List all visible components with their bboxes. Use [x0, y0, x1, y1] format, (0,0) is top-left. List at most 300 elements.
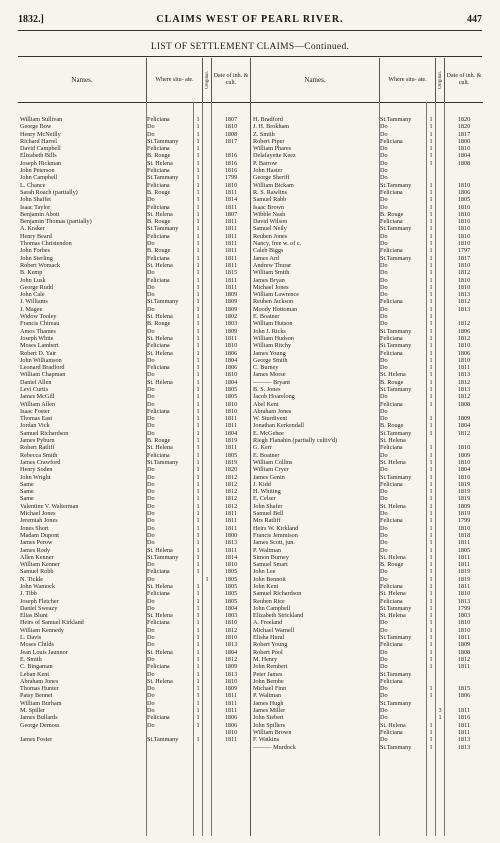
- date-cell: 1817: [457, 130, 471, 138]
- original-cell: 1: [196, 203, 200, 211]
- table-row: [18, 364, 250, 371]
- date-cell: 1811: [224, 261, 238, 269]
- date-cell: 1813: [457, 597, 471, 605]
- table-row: [251, 189, 483, 196]
- col-names: Names.: [304, 75, 326, 84]
- situation-cell: St.Tammany: [147, 298, 179, 306]
- right-rows: [251, 116, 483, 751]
- claimant-name: James Genin: [253, 473, 285, 481]
- situation-cell: Do: [147, 531, 155, 539]
- original-cell: 1: [196, 364, 200, 372]
- date-cell: 1804: [457, 466, 471, 474]
- date-cell: 1809: [457, 451, 471, 459]
- claimant-name: Riegh Flanahin (partially cultiv'd): [253, 437, 338, 445]
- date-cell: 1810: [224, 342, 238, 350]
- situation-cell: St.Tammany: [380, 604, 412, 612]
- claimant-name: John Spillers: [253, 721, 286, 729]
- date-cell: 1804: [224, 604, 238, 612]
- date-cell: 1811: [457, 539, 471, 547]
- original-cell: 1: [196, 313, 200, 321]
- original-cell: 1: [196, 626, 200, 634]
- original-cell: 1: [429, 378, 433, 386]
- situation-cell: St. Helena: [147, 349, 173, 357]
- table-row: [18, 218, 250, 225]
- situation-cell: St.Tammany: [147, 174, 179, 182]
- date-cell: 1815: [457, 685, 471, 693]
- original-cell: 1: [429, 159, 433, 167]
- date-cell: 1805: [224, 597, 238, 605]
- date-cell: 1813: [457, 743, 471, 751]
- date-cell: 1817: [457, 254, 471, 262]
- date-cell: 1811: [224, 699, 238, 707]
- table-row: [18, 196, 250, 203]
- table-row: [251, 328, 483, 335]
- claimant-name: David Campbell: [20, 145, 61, 153]
- claimant-name: Heirs of Samuel Kirkland: [20, 619, 84, 627]
- original-cell: 1: [429, 320, 433, 328]
- claimant-name: William Hutson: [253, 320, 293, 328]
- date-cell: 1800: [457, 137, 471, 145]
- original-cell: 1: [429, 203, 433, 211]
- situation-cell: B. Rouge: [380, 561, 404, 569]
- claimant-name: P. Waltman: [253, 692, 281, 700]
- table-row: [18, 422, 250, 429]
- claimant-name: Andrew Thurar: [253, 261, 292, 269]
- claimant-name: P. Waltman: [253, 546, 281, 554]
- table-row: [18, 145, 250, 152]
- claimant-name: James Crawford: [20, 458, 61, 466]
- situation-cell: Do: [147, 670, 155, 678]
- date-cell: 1811: [224, 254, 238, 262]
- original-cell: 1: [196, 655, 200, 663]
- claimant-name: Valentine V. Walterman: [20, 502, 79, 510]
- claimant-name: A. Freeland: [253, 619, 283, 627]
- situation-cell: Do: [147, 699, 155, 707]
- situation-cell: Do: [147, 502, 155, 510]
- date-cell: 1805: [224, 393, 238, 401]
- situation-cell: Do: [147, 604, 155, 612]
- claimant-name: J. H. Brokham: [253, 123, 290, 131]
- situation-cell: Feliciana: [380, 583, 403, 590]
- situation-cell: Do: [147, 655, 155, 663]
- table-row: [251, 430, 483, 437]
- situation-cell: Do: [380, 130, 388, 138]
- original-cell: 1: [429, 495, 433, 503]
- claimant-name: Nancy, free w. of c.: [253, 240, 302, 248]
- table-row: [251, 685, 483, 692]
- claimant-name: John Cale: [20, 291, 45, 299]
- situation-cell: St.Tammany: [147, 225, 179, 233]
- claimant-name: William Chapman: [20, 371, 66, 379]
- claimant-name: Benjamin Thomas (partially): [20, 218, 92, 226]
- claimant-name: Delafayette Keez: [253, 152, 296, 160]
- original-cell: 1: [196, 116, 200, 123]
- original-cell: 1: [429, 473, 433, 481]
- table-row: [251, 510, 483, 517]
- claimant-name: John Wamock: [20, 583, 55, 590]
- situation-cell: Do: [147, 123, 155, 131]
- claimant-name: M. Henry: [253, 655, 278, 663]
- claimant-name: Samuel Rabb: [253, 196, 287, 204]
- original-cell: 1: [196, 291, 200, 299]
- table-row: [18, 583, 250, 590]
- original-cell: 1: [196, 648, 200, 656]
- claimant-name: E. McGehee: [253, 429, 284, 437]
- claimant-name: William Brown: [253, 728, 292, 736]
- claimant-name: William Lawrence: [253, 291, 299, 299]
- original-cell: 1: [429, 393, 433, 401]
- situation-cell: Do: [147, 393, 155, 401]
- table-row: [18, 415, 250, 422]
- table-row: [18, 663, 250, 670]
- original-cell: 1: [196, 152, 200, 160]
- date-cell: 1811: [457, 707, 471, 715]
- date-cell: 1820: [457, 123, 471, 131]
- date-cell: 1810: [457, 283, 471, 291]
- date-cell: 1820: [457, 116, 471, 123]
- date-cell: 1819: [457, 575, 471, 583]
- original-cell: 1: [196, 240, 200, 248]
- situation-cell: Feliciana: [380, 677, 403, 685]
- original-cell: 1: [429, 218, 433, 226]
- claimant-name: Jeremiah Jones: [20, 517, 58, 525]
- original-cell: 1: [429, 334, 433, 342]
- claimant-name: ——— Bryant: [253, 378, 290, 386]
- original-cell: 1: [196, 196, 200, 204]
- situation-cell: Do: [147, 429, 155, 437]
- situation-cell: Do: [380, 692, 388, 700]
- situation-cell: Feliciana: [380, 298, 403, 306]
- claimant-name: James Bullards: [20, 714, 58, 722]
- date-cell: 1810: [224, 407, 238, 415]
- claimant-name: George Rudd: [20, 283, 54, 291]
- table-row: [18, 379, 250, 386]
- original-cell: 1: [196, 415, 200, 423]
- table-row: [18, 634, 250, 641]
- original-cell: 1: [196, 254, 200, 262]
- claimant-name: Isaac Taylor: [20, 203, 51, 211]
- original-cell: 1: [196, 612, 200, 620]
- date-cell: 1810: [457, 626, 471, 634]
- claimant-name: Daniel Sweazy: [20, 604, 58, 612]
- claimant-name: E. Boatner: [253, 451, 280, 459]
- claimant-name: Z. Smith: [253, 130, 275, 138]
- date-cell: 1813: [457, 371, 471, 379]
- situation-cell: St. Helena: [380, 590, 406, 598]
- table-row: [251, 700, 483, 707]
- table-row: [251, 619, 483, 626]
- claimant-name: John Bennoit: [253, 575, 286, 583]
- date-cell: 1819: [457, 568, 471, 576]
- claimant-name: Caleb Biggs: [253, 247, 284, 255]
- situation-cell: Do: [147, 291, 155, 299]
- claimant-name: Moses Childs: [20, 641, 54, 649]
- situation-cell: Do: [147, 488, 155, 496]
- situation-cell: St.Tammany: [380, 670, 412, 678]
- situation-cell: St. Helena: [147, 210, 173, 218]
- year-label: 1832.]: [18, 14, 44, 25]
- original-cell: 1: [429, 553, 433, 561]
- date-cell: 1812: [224, 488, 238, 496]
- table-row: [251, 466, 483, 473]
- situation-cell: Feliciana: [147, 276, 170, 284]
- table-row: [251, 517, 483, 524]
- claimant-name: Sarah Roach (partially): [20, 188, 78, 196]
- table-row: [18, 306, 250, 313]
- table-row: [18, 225, 250, 232]
- table-row: [251, 627, 483, 634]
- original-cell: 1: [196, 305, 200, 313]
- table-row: [18, 605, 250, 612]
- original-cell: 1: [196, 276, 200, 284]
- original-cell: 1: [196, 159, 200, 167]
- claimant-name: Robert Ratliff: [20, 444, 55, 452]
- original-cell: 1: [196, 699, 200, 707]
- date-cell: 1809: [224, 305, 238, 313]
- situation-cell: Do: [147, 707, 155, 715]
- original-cell: 1: [429, 371, 433, 379]
- table-row: [251, 641, 483, 648]
- date-cell: 1812: [457, 655, 471, 663]
- claimant-name: John Lee: [253, 568, 276, 576]
- date-cell: 1810: [457, 145, 471, 153]
- situation-cell: Do: [147, 692, 155, 700]
- claimant-name: John Siebert: [253, 714, 284, 722]
- date-cell: 1809: [224, 298, 238, 306]
- situation-cell: Feliciana: [147, 568, 170, 576]
- table-row: [18, 277, 250, 284]
- situation-cell: Feliciana: [147, 714, 170, 722]
- situation-cell: Do: [147, 305, 155, 313]
- date-cell: 1811: [224, 232, 238, 240]
- claimant-name: Benjamin Abott: [20, 210, 60, 218]
- situation-cell: Do: [380, 488, 388, 496]
- situation-cell: St. Helena: [380, 458, 406, 466]
- claimant-name: James Hugh: [253, 699, 284, 707]
- table-row: [18, 612, 250, 619]
- original-cell: 1: [429, 444, 433, 452]
- date-cell: 1812: [224, 626, 238, 634]
- original-cell: 1: [196, 342, 200, 350]
- situation-cell: Do: [147, 240, 155, 248]
- table-row: [251, 306, 483, 313]
- situation-cell: Do: [147, 495, 155, 503]
- original-cell: 1: [429, 385, 433, 393]
- date-cell: 1808: [457, 159, 471, 167]
- table-row: [18, 291, 250, 298]
- situation-cell: St.Tammany: [380, 116, 412, 123]
- original-cell: 1: [196, 692, 200, 700]
- situation-cell: Do: [380, 407, 388, 415]
- situation-cell: Do: [147, 539, 155, 547]
- claimant-name: William Burham: [20, 699, 62, 707]
- date-cell: 1819: [457, 480, 471, 488]
- original-cell: 1: [429, 364, 433, 372]
- situation-cell: Feliciana: [147, 663, 170, 671]
- date-cell: 1810: [457, 261, 471, 269]
- claimant-name: N. Tickle: [20, 575, 44, 583]
- date-cell: 1812: [224, 495, 238, 503]
- date-cell: 1810: [457, 240, 471, 248]
- situation-cell: Do: [380, 531, 388, 539]
- table-row: [251, 408, 483, 415]
- original-cell: 1: [196, 167, 200, 175]
- original-cell: 1: [196, 429, 200, 437]
- date-cell: 1811: [224, 218, 238, 226]
- table-row: [251, 744, 483, 751]
- table-row: [251, 671, 483, 678]
- table-row: [251, 225, 483, 232]
- situation-cell: Do: [380, 196, 388, 204]
- claimant-name: George Smith: [253, 356, 288, 364]
- date-cell: 1804: [224, 429, 238, 437]
- claimant-name: David Wilson: [253, 218, 288, 226]
- date-cell: 1814: [224, 196, 238, 204]
- claimant-name: Isaac Brown: [253, 203, 285, 211]
- original-cell: 1: [429, 327, 433, 335]
- situation-cell: Do: [380, 539, 388, 547]
- date-cell: 1809: [457, 502, 471, 510]
- original-cell: 1: [196, 371, 200, 379]
- original-cell: 1: [429, 561, 433, 569]
- situation-cell: Feliciana: [147, 167, 170, 175]
- table-row: [18, 269, 250, 276]
- date-cell: 1812: [457, 320, 471, 328]
- situation-cell: Feliciana: [380, 349, 403, 357]
- original-cell: 1: [196, 510, 200, 518]
- table-row: [251, 131, 483, 138]
- date-cell: 1819: [457, 495, 471, 503]
- purchase-cell: 1: [205, 575, 209, 583]
- claimant-name: Moses Lambert: [20, 342, 59, 350]
- date-cell: 1812: [457, 269, 471, 277]
- table-row: [18, 707, 250, 714]
- table-row: [251, 262, 483, 269]
- page-number: 447: [467, 14, 482, 25]
- claimant-name: James Bryan: [253, 276, 285, 284]
- date-cell: 1810: [224, 181, 238, 189]
- situation-cell: B. Rouge: [147, 247, 171, 255]
- situation-cell: Do: [380, 232, 388, 240]
- situation-cell: B. Rouge: [147, 218, 171, 226]
- claimant-name: Simon Burney: [253, 553, 289, 561]
- situation-cell: B. Rouge: [147, 437, 171, 445]
- original-cell: 1: [196, 466, 200, 474]
- claimant-name: Michael Warnell: [253, 626, 295, 634]
- situation-cell: Feliciana: [147, 181, 170, 189]
- date-cell: 1811: [457, 561, 471, 569]
- situation-cell: St.Tammany: [147, 553, 179, 561]
- claimant-name: Samuel Robb: [20, 568, 54, 576]
- claimant-name: Same: [20, 488, 34, 496]
- original-cell: 1: [196, 261, 200, 269]
- date-cell: 1810: [457, 181, 471, 189]
- original-cell: 1: [196, 473, 200, 481]
- original-cell: 1: [196, 488, 200, 496]
- date-cell: 1810: [457, 276, 471, 284]
- claimant-name: Peter James: [253, 670, 283, 678]
- table-row: [251, 714, 483, 721]
- col-date: Date of inh. & cult.: [211, 58, 250, 102]
- claimant-name: William Kennedy: [20, 626, 64, 634]
- original-cell: 1: [429, 619, 433, 627]
- original-cell: 1: [196, 568, 200, 576]
- date-cell: 1812: [224, 502, 238, 510]
- date-cell: 1811: [224, 692, 238, 700]
- original-cell: 1: [196, 553, 200, 561]
- date-cell: 1806: [224, 364, 238, 372]
- claimant-name: Isaac Foster: [20, 407, 50, 415]
- date-cell: 1812: [457, 298, 471, 306]
- original-cell: 1: [196, 188, 200, 196]
- claimant-name: William Ritchy: [253, 342, 292, 350]
- table-row: [251, 576, 483, 583]
- claimant-name: John Campbell: [253, 604, 291, 612]
- table-row: [251, 437, 483, 444]
- original-cell: 1: [429, 261, 433, 269]
- claimant-name: Henry Beard: [20, 232, 52, 240]
- original-cell: 1: [429, 137, 433, 145]
- situation-cell: Do: [380, 575, 388, 583]
- claimant-name: John Shafer: [253, 502, 283, 510]
- table-row: [18, 116, 250, 123]
- situation-cell: B. Rouge: [147, 152, 171, 160]
- table-row: [251, 298, 483, 305]
- original-cell: 1: [429, 728, 433, 736]
- situation-cell: Feliciana: [380, 334, 403, 342]
- column-headers-left: [18, 58, 250, 103]
- date-cell: 1816: [224, 159, 238, 167]
- date-cell: 1811: [224, 736, 238, 744]
- original-cell: 1: [429, 692, 433, 700]
- situation-cell: Do: [380, 123, 388, 131]
- table-row: [18, 598, 250, 605]
- date-cell: 1809: [224, 685, 238, 693]
- original-cell: 1: [429, 480, 433, 488]
- table-row: [251, 452, 483, 459]
- situation-cell: Do: [147, 356, 155, 364]
- original-cell: 1: [196, 298, 200, 306]
- situation-cell: Feliciana: [147, 619, 170, 627]
- original-cell: 1: [196, 502, 200, 510]
- right-half-table: [250, 58, 483, 836]
- original-cell: 1: [429, 458, 433, 466]
- table-row: [18, 152, 250, 159]
- table-row: [18, 685, 250, 692]
- table-row: [18, 233, 250, 240]
- date-cell: 1811: [457, 728, 471, 736]
- header-rule: [18, 30, 482, 31]
- situation-cell: Do: [147, 269, 155, 277]
- original-cell: 1: [429, 634, 433, 642]
- column-headers-right: [251, 58, 483, 103]
- claimant-name: Joseph Hickman: [20, 159, 62, 167]
- table-row: [18, 247, 250, 254]
- situation-cell: Feliciana: [380, 137, 403, 145]
- table-row: [251, 547, 483, 554]
- original-cell: 1: [196, 561, 200, 569]
- original-cell: 1: [429, 342, 433, 350]
- table-row: [18, 408, 250, 415]
- col-original: Original.: [435, 58, 444, 102]
- claimant-name: Francis Chireau: [20, 320, 60, 328]
- table-row: [251, 488, 483, 495]
- situation-cell: Do: [147, 510, 155, 518]
- situation-cell: St. Helena: [380, 612, 406, 620]
- table-row: [18, 335, 250, 342]
- situation-cell: Feliciana: [147, 254, 170, 262]
- table-row: [251, 495, 483, 502]
